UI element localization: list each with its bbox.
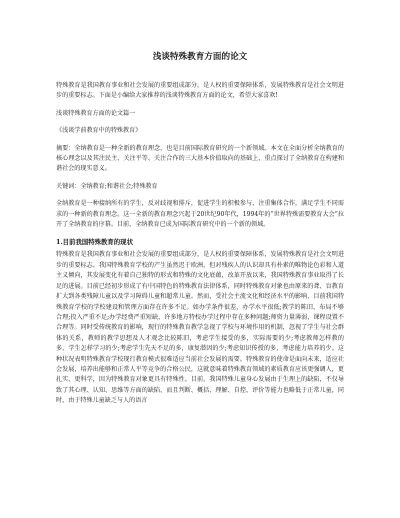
body-paragraph-intro: 全纳教育是一种接纳所有的学生，反对歧视和排斥，促进学生的积极参与，注重集体合作，满足学生不同需求的一种新的教育理念。这一全新的教育理念兴起于20世纪90年代，1994年的“世界特殊需要教育大会”拉开了全纳教育的序幕。目前，全纳教育已成为国际教育研究中的一个新的领域。	[56, 200, 344, 229]
document-title: 浅谈特殊教育方面的论文	[152, 52, 248, 62]
abstract-paragraph: 摘要：全纳教育是一种全新的教育理念，也是目前国际教育研究的一个新领域。本文在全面分析全纳教育的核心理念以及其注民主、关注平等、关注合作的三大基本价值取向的基础上，重点探讨了全纳教育在构建和谐社会的现实意义。	[56, 144, 344, 173]
keywords-line: 关键词：全纳教育;和谐社会;特殊教育	[56, 182, 158, 190]
intro-paragraph: 特殊教育是我国教育事业和社会发展的重要组成部分，是人权的重要保障体系，发展特殊教育是社会文明进步的重要标志。下面是小编给大家推荐的浅谈特殊教育方面的论文，希望大家喜欢!	[56, 82, 344, 100]
section-heading: 1.目前我国特殊教育的现状	[56, 238, 133, 247]
body-paragraph-main: 特殊教育是我国教育事业和社会发展的重要组成部分，是人权的重要保障体系，发展特殊教育是社会文明进步的重要标志。我国特殊教育学校的产生虽然迟于欧洲，但对残疾人的认识却具有朴素的唯物论色彩和人道主义倾向，其发展变化有着自己独特的形式和特殊的文化底蕴，改革开放以来，我国特殊教育事业取得了长足的进展。目前已经初步形成了有中国特色的特殊教育法律体系，同时特殊教育对象也由原来的聋、盲教育扩大到各类残障儿童以及学习障碍儿童和超常儿童。然而，受社会主流文化和经济水平的影响，目前我国特殊教育学校的学校建设和管理方面存在许多不足。如办学条件很差，办学水平很低;教学的陈旧、布局不够合理;投入严重不足;办学经费严重短缺，许多地方特校办学过程中存在多种问题;师资力量薄弱，课程设置不合理等。同时受传统教育的影响，现行的特殊教育教学急视了学校与环境作用的机制，忽视了学生与社会群体的关系，教师的教学思想及人才观念比较陈旧，考虑学生接受的多，实际需要的少;考虑教师怎样教的多，学生怎样学习的少;考虑学生先天不足的多，康复潜因的少;考虑知识传授的多，考虑能力培养的少。这种状况表明特殊教育学校现行教育模式很难适应当前社会发展的需要。特殊教育的使命是面向未来，适应社会发展，培养出能够和正常人平等竞争的合格公民，这就意味着特殊教育领域的素质教育应该更强调人，更扎实、更科学，因为特殊教育对象更具有特殊性。目前，我国特殊儿童身心发展由于生理上的缺陷，不仅导致了其心理、认知、思维等方面的缺陷，而且判断、概括、理解、自控、评价等能力也略低于正常儿童，同时，由于特殊儿童缺乏与人的语言	[56, 251, 344, 405]
article-section-label: 浅谈特殊教育方面的论文篇一	[56, 109, 136, 117]
article-title: 《浅谈学前教育中的特殊教育》	[56, 127, 142, 135]
